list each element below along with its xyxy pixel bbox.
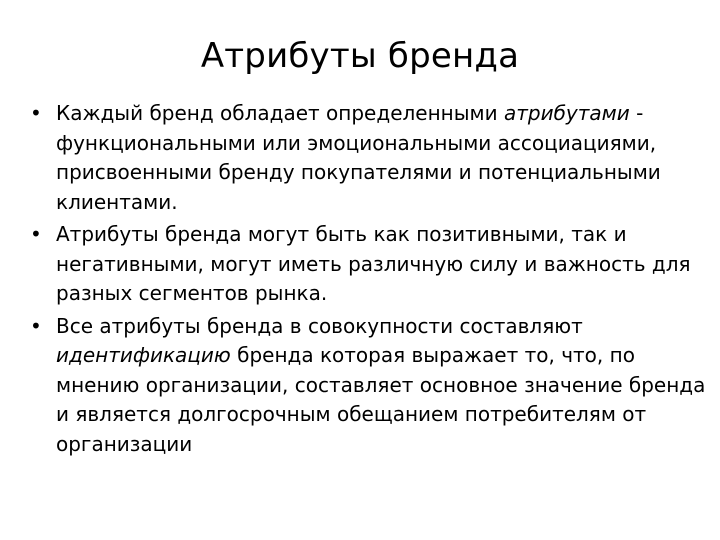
bullet-item: [28, 99, 708, 217]
bullet-text-end: - функциональными или эмоциональными ассоциациями, присвоенными бренду покупателями и потенциальными клиентами.: [56, 101, 661, 214]
bullet-text: [56, 220, 708, 309]
bullet-icon: •: [30, 313, 42, 338]
bullet-text-emphasis: идентификацию: [56, 343, 231, 367]
bullet-list: [28, 99, 708, 462]
bullet-text-start: Атрибуты бренда могут быть как позитивными, так и негативными, могут иметь различную силу и важность для разных сегментов рынка.: [56, 222, 691, 305]
bullet-item: [28, 312, 708, 460]
bullet-item: [28, 220, 708, 309]
bullet-text: [56, 312, 708, 460]
bullet-text-end: бренда которая выражает то, что, по мнению организации, составляет основное значение бренда и является долгосрочным обещанием потребителям от организации: [56, 343, 706, 456]
bullet-text-start: Все атрибуты бренда в совокупности составляют: [56, 313, 583, 338]
bullet-text-emphasis: атрибутами: [503, 101, 630, 125]
bullet-text: [56, 99, 708, 217]
slide-title: Атрибуты бренда: [200, 36, 520, 76]
bullet-text-start: Каждый бренд обладает определенными: [56, 101, 504, 125]
bullet-icon: •: [30, 222, 42, 246]
bullet-icon: •: [30, 101, 42, 125]
